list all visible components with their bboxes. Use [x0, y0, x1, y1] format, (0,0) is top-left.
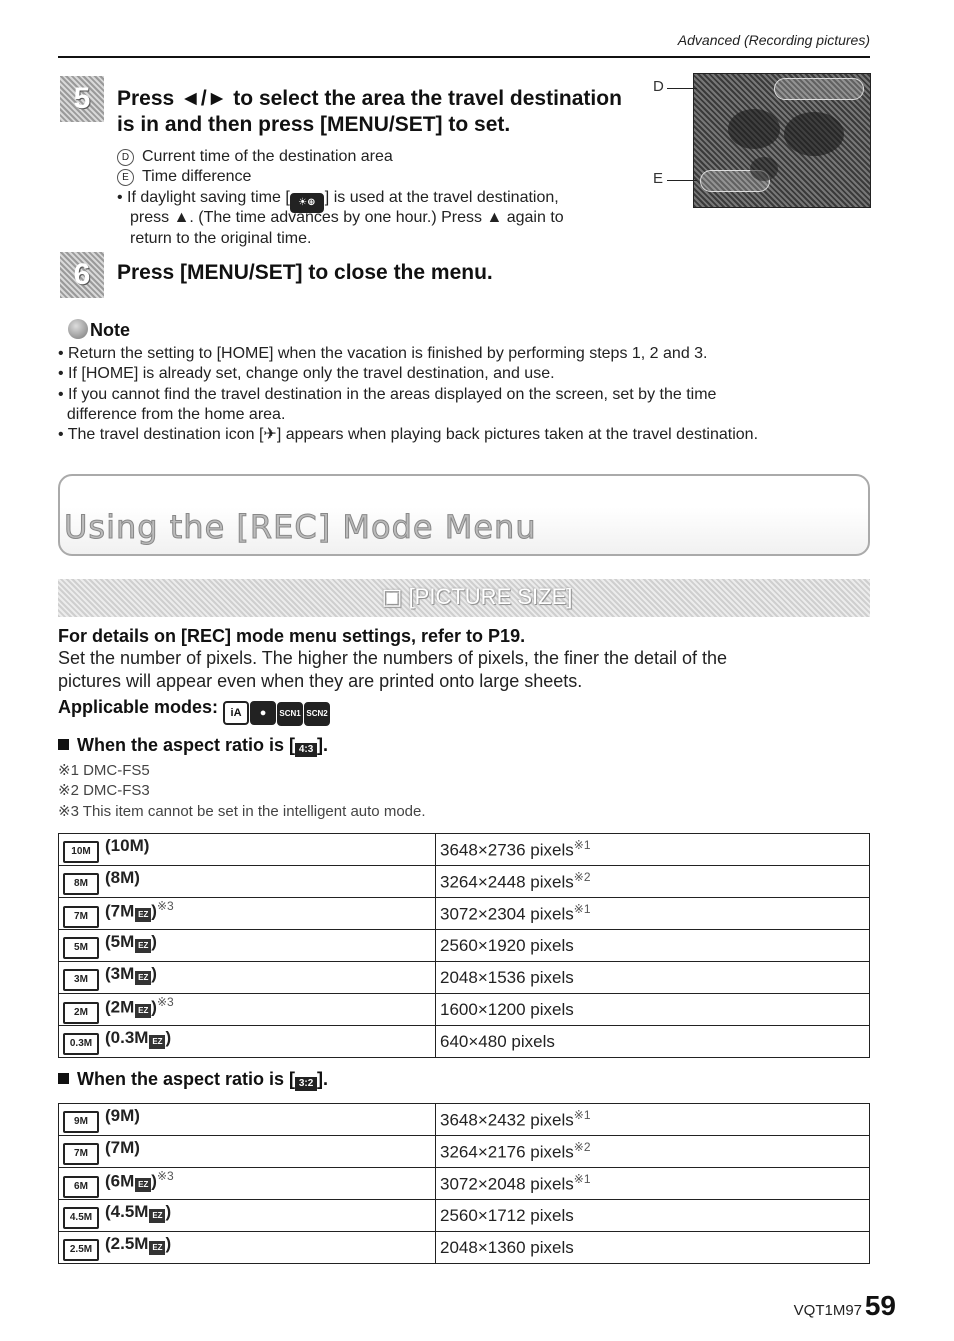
pixel-count: 3264×2448 pixels [440, 872, 574, 892]
intelligent-auto-mode-icon: iA [223, 701, 249, 725]
size-setting-cell [59, 1200, 436, 1232]
footnote-ref: ※1 [573, 838, 591, 853]
aspect-43-heading-text: When the aspect ratio is [ [77, 735, 296, 755]
size-setting-cell [59, 834, 436, 866]
picture-size-icon: 4.5M [63, 1207, 99, 1229]
size-label: (4.5M [105, 1202, 149, 1221]
table-row [59, 1232, 870, 1264]
callout-d-desc [117, 147, 393, 167]
pixel-count: 3072×2304 pixels [440, 904, 574, 924]
pixel-count-cell [436, 994, 870, 1026]
pixel-count-cell [436, 1026, 870, 1058]
picture-size-icon: 7M [63, 1143, 99, 1165]
world-map-icon [694, 74, 870, 207]
extended-zoom-icon: EZ [135, 1178, 151, 1192]
size-label-close: ) [165, 1202, 172, 1221]
step-5-title-line1: Press ◄/► to select the area the travel destination [117, 87, 622, 110]
heading-bullet-square [58, 739, 69, 750]
screen-callout-e-line [667, 180, 697, 181]
aspect-43-heading-end: ]. [317, 735, 329, 755]
table-row [59, 1026, 870, 1058]
size-label: (2.5M [105, 1234, 149, 1253]
footnote-ref: ※3 [156, 1168, 174, 1183]
footnote-ref: ※1 [573, 902, 591, 917]
pixel-count: 2048×1536 pixels [440, 967, 574, 987]
size-setting-cell [59, 1026, 436, 1058]
footnote-ref: ※2 [573, 1140, 591, 1155]
note-line-2: • If [HOME] is already set, change only the travel destination, and use. [58, 365, 555, 382]
pixel-count-cell [436, 962, 870, 994]
pixel-count: 2560×1712 pixels [440, 1205, 574, 1225]
pixel-count-cell [436, 866, 870, 898]
dst-bullet-line3: return to the original time. [130, 230, 312, 247]
picture-size-icon: 2M [63, 1002, 99, 1024]
size-label-close: ) [165, 1028, 172, 1047]
picture-size-icon: 3M [63, 969, 99, 991]
pixel-count-cell [436, 1200, 870, 1232]
size-label: (5M [105, 932, 135, 951]
description-line2: pictures will appear even when they are printed onto large sheets. [58, 671, 583, 691]
callout-d-text: Current time of the destination area [142, 148, 393, 165]
aspect-32-heading [58, 1069, 328, 1091]
note-line-3: • If you cannot find the travel destination in the areas displayed on the screen, set by the time [58, 386, 717, 403]
size-label: (10M) [105, 836, 150, 855]
size-label: (9M) [105, 1106, 140, 1125]
dst-bullet-line2: press ▲. (The time advances by one hour.) Press ▲ again to [130, 209, 564, 226]
picture-size-icon: 7M [63, 906, 99, 928]
normal-picture-mode-icon: ● [250, 701, 276, 725]
picture-size-icon: 6M [63, 1176, 99, 1198]
footnote-3: ※3 This item cannot be set in the intelligent auto mode. [58, 803, 426, 820]
table-row [59, 1136, 870, 1168]
callout-e-text: Time difference [142, 168, 252, 185]
daylight-saving-icon: ☀⊕ [290, 193, 324, 213]
table-row [59, 866, 870, 898]
size-setting-cell [59, 994, 436, 1026]
size-label: (0.3M [105, 1028, 149, 1047]
extended-zoom-icon: EZ [135, 939, 151, 953]
extended-zoom-icon: EZ [149, 1241, 165, 1255]
picture-size-table-3-2 [58, 1103, 870, 1264]
pixel-count: 2048×1360 pixels [440, 1237, 574, 1257]
size-setting-cell [59, 1232, 436, 1264]
page-number: 59 [864, 1290, 896, 1321]
aspect-32-heading-text: When the aspect ratio is [ [77, 1069, 296, 1089]
picture-size-icon: 10M [63, 841, 99, 863]
section-banner-title: Using the [REC] Mode Menu [64, 508, 537, 546]
picture-size-icon: 5M [63, 937, 99, 959]
picture-size-icon: 2.5M [63, 1239, 99, 1261]
heading-bullet-square [58, 1073, 69, 1084]
pixel-count: 2560×1920 pixels [440, 935, 574, 955]
description-line1: Set the number of pixels. The higher the numbers of pixels, the finer the detail of the [58, 648, 728, 668]
table-row [59, 1104, 870, 1136]
screen-callout-d: D [653, 78, 664, 95]
size-label: (7M) [105, 1138, 140, 1157]
table-row [59, 834, 870, 866]
callout-e-mark: E [117, 169, 134, 186]
picture-size-icon: 9M [63, 1111, 99, 1133]
table-row [59, 1168, 870, 1200]
aspect-43-heading [58, 735, 328, 757]
note-line-4: difference from the home area. [58, 406, 286, 423]
aspect-32-heading-end: ]. [317, 1069, 329, 1089]
pixel-count: 3648×2432 pixels [440, 1110, 574, 1130]
table-row [59, 962, 870, 994]
footnote-ref: ※2 [573, 870, 591, 885]
footnote-ref: ※1 [573, 1108, 591, 1123]
pixel-count-cell [436, 930, 870, 962]
pixel-count-cell [436, 1168, 870, 1200]
size-label: (8M) [105, 868, 140, 887]
size-label-close: ) [151, 964, 157, 983]
note-icon [68, 319, 88, 339]
header-rule [58, 56, 870, 58]
picture-size-table-4-3 [58, 833, 870, 1058]
size-label-close: ) [151, 932, 157, 951]
extended-zoom-icon: EZ [149, 1035, 165, 1049]
note-line-1: • Return the setting to [HOME] when the vacation is finished by performing steps 1, 2 and 3. [58, 345, 708, 362]
step-6-badge: 6 [60, 252, 104, 298]
size-setting-cell [59, 1104, 436, 1136]
size-label-close: ) [151, 901, 157, 921]
note-line-5: • The travel destination icon [✈] appears when playing back pictures taken at the travel destination. [58, 426, 759, 443]
aspect-3-2-icon: 3:2 [295, 1077, 317, 1091]
pixel-count-cell [436, 1136, 870, 1168]
extended-zoom-icon: EZ [135, 908, 151, 922]
callout-d-mark: D [117, 149, 134, 166]
picture-size-heading [0, 584, 954, 610]
step-5-title-line2: is in and then press [MENU/SET] to set. [117, 113, 511, 136]
footnote-1: ※1 DMC-FS5 [58, 762, 150, 779]
applicable-modes-label: Applicable modes: [58, 697, 219, 717]
pixel-count-cell [436, 834, 870, 866]
pixel-count: 640×480 pixels [440, 1031, 555, 1051]
applicable-modes [58, 697, 331, 726]
pixel-count-cell [436, 1232, 870, 1264]
scene-1-mode-icon: SCN1 [277, 702, 303, 726]
size-label: (6M [105, 1171, 135, 1191]
size-label-close: ) [151, 997, 157, 1017]
table-row [59, 898, 870, 930]
pixel-count: 3264×2176 pixels [440, 1142, 574, 1162]
size-setting-cell [59, 1136, 436, 1168]
model-code: VQT1M97 [793, 1302, 862, 1319]
note-title: Note [90, 320, 130, 340]
picture-size-title: [PICTURE SIZE] [408, 584, 573, 609]
size-setting-cell [59, 866, 436, 898]
size-label-close: ) [165, 1234, 172, 1253]
pixel-count-cell [436, 1104, 870, 1136]
aspect-4-3-icon: 4:3 [295, 743, 317, 757]
footnote-2: ※2 DMC-FS3 [58, 782, 150, 799]
footnote-ref: ※3 [156, 994, 174, 1009]
dst-bullet-text-start: • If daylight saving time [ [117, 189, 290, 206]
table-row [59, 1200, 870, 1232]
scene-2-mode-icon: SCN2 [304, 702, 330, 726]
callout-e-desc [117, 167, 251, 187]
size-label: (2M [105, 997, 135, 1017]
size-setting-cell [59, 930, 436, 962]
step-6-title: Press [MENU/SET] to close the menu. [117, 261, 493, 284]
footnote-ref: ※1 [573, 1172, 591, 1187]
picture-size-icon: 8M [63, 873, 99, 895]
screen-callout-e: E [653, 170, 664, 187]
pixel-count-cell [436, 898, 870, 930]
size-setting-cell [59, 962, 436, 994]
details-reference: For details on [REC] mode menu settings, refer to P19. [58, 626, 526, 646]
world-map-screen [693, 73, 871, 208]
size-label: (7M [105, 901, 135, 921]
picture-size-icon: ▣ [381, 584, 403, 609]
step-5-badge: 5 [60, 76, 104, 122]
extended-zoom-icon: EZ [135, 971, 151, 985]
running-header: Advanced (Recording pictures) [677, 32, 870, 48]
size-setting-cell [59, 898, 436, 930]
screen-callout-d-line [667, 88, 697, 89]
extended-zoom-icon: EZ [149, 1209, 165, 1223]
table-row [59, 994, 870, 1026]
table-row [59, 930, 870, 962]
size-label-close: ) [151, 1171, 157, 1191]
pixel-count: 3072×2048 pixels [440, 1174, 574, 1194]
pixel-count: 1600×1200 pixels [440, 999, 574, 1019]
pixel-count: 3648×2736 pixels [440, 840, 574, 860]
footnote-ref: ※3 [156, 898, 174, 913]
picture-size-icon: 0.3M [63, 1033, 99, 1055]
size-setting-cell [59, 1168, 436, 1200]
size-label: (3M [105, 964, 135, 983]
extended-zoom-icon: EZ [135, 1004, 151, 1018]
dst-bullet-text-end: ] is used at the travel destination, [324, 189, 559, 206]
